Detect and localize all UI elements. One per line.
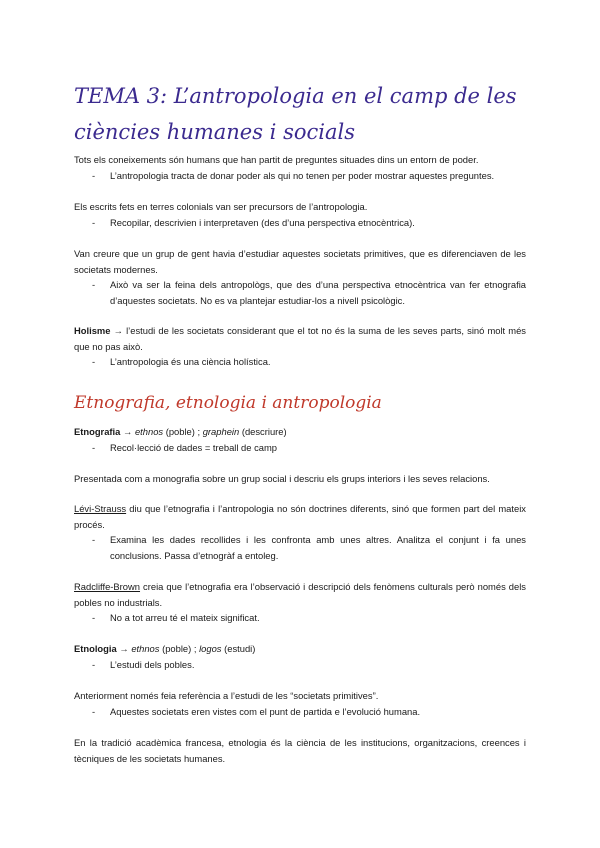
list-item-text: L’antropologia és una ciència holística.: [110, 356, 271, 367]
paragraph-french-tradition: En la tradició acadèmica francesa, etnologia és la ciència de les institucions, organitzacions, creences i tècniques de les societats humanes.: [74, 737, 526, 764]
term-holisme: Holisme: [74, 325, 111, 336]
paragraph-monografia: Presentada com a monografia sobre un grup social i descriu els grups interiors i les seves relacions.: [74, 473, 490, 484]
list-item-text: Aquestes societats eren vistes com el punt de partida e l’evolució humana.: [110, 706, 421, 717]
name-radcliffe-brown: Radcliffe-Brown: [74, 581, 141, 592]
paragraph-etnografia-def: [74, 424, 526, 440]
bullet-dash: -: [92, 279, 96, 290]
bullet-dash: -: [92, 356, 96, 367]
section-heading: Etnografia, etnologia i antropologia: [74, 393, 382, 413]
paragraph-levi-strauss: [74, 501, 526, 532]
bullet-dash: -: [92, 217, 96, 228]
list-item-text: L’antropologia tracta de donar poder als qui no tenen per poder mostrar aquestes preguntes.: [110, 170, 495, 181]
term-etnografia: Etnografia: [74, 426, 121, 437]
list-item: [92, 354, 526, 370]
paragraph-knowledge-power: Tots els coneixements són humans que han partit de preguntes situades dins un entorn de poder.: [74, 154, 479, 165]
paragraph-holism: [74, 323, 526, 354]
paragraph-radcliffe-brown: [74, 579, 526, 610]
paragraph-primitive-reference: Anteriorment només feia referència a l’estudi de les “societats primitives”.: [74, 690, 379, 701]
meaning: (estudi): [221, 643, 256, 654]
meaning: (descriure): [239, 426, 287, 437]
paragraph-primitive-societies: Van creure que un grup de gent havia d’estudiar aquestes societats primitives, que es diferenciaven de les societats modernes.: [74, 248, 526, 275]
list-item-text: Recopilar, descrivien i interpretaven (des d’una perspectiva etnocèntrica).: [110, 217, 415, 228]
meaning: (poble) ;: [163, 426, 203, 437]
list-item: [92, 215, 526, 231]
word-logos: logos: [199, 643, 222, 654]
arrow: →: [116, 643, 132, 654]
paragraph-colonial-writings: Els escrits fets en terres colonials van ser precursors de l’antropologia.: [74, 201, 368, 212]
list-item-text: Recol·lecció de dades = treball de camp: [110, 442, 278, 453]
list-item: [92, 657, 526, 673]
word-ethnos: ethnos: [134, 426, 164, 437]
list-item-text: L’estudi dels pobles.: [110, 659, 195, 670]
paragraph-etnologia-def: [74, 641, 526, 657]
list-item: [92, 532, 526, 563]
list-item: [92, 704, 526, 720]
bullet-dash: -: [92, 706, 96, 717]
name-levi-strauss: Lévi-Strauss: [74, 503, 127, 514]
holism-definition: → l’estudi de les societats considerant que el tot no és la suma de les seves parts, sinó molt més que no pas això.: [74, 325, 526, 352]
list-item-text: No a tot arreu té el mateix significat.: [110, 612, 260, 623]
term-etnologia: Etnologia: [74, 643, 117, 654]
bullet-dash: -: [92, 442, 96, 453]
list-item-text: Examina les dades recollides i les confronta amb unes altres. Analitza el conjunt i fa unes conclusions. Passa d’etnogràf a entoleg.: [110, 534, 526, 561]
arrow: →: [120, 426, 135, 437]
page-title: TEMA 3: L’antropologia en el camp de les ciències humanes i socials: [74, 84, 517, 144]
bullet-dash: -: [92, 612, 96, 623]
word-ethnos: ethnos: [131, 643, 160, 654]
meaning: (poble) ;: [159, 643, 200, 654]
bullet-dash: -: [92, 534, 96, 545]
list-item: [92, 610, 526, 626]
list-item: [92, 168, 526, 184]
list-item: [92, 277, 526, 308]
bullet-dash: -: [92, 659, 96, 670]
word-graphein: graphein: [202, 426, 240, 437]
list-item-text: Això va ser la feina dels antropològs, que des d’una perspectiva etnocèntrica van fer etnografia d’aquestes societats. No es va plantejar estudiar-los a nivell psicològic.: [110, 279, 526, 306]
list-item: [92, 440, 526, 456]
radcliffe-brown-text: creia que l’etnografia era l’observació i descripció dels fenòmens culturals però només dels pobles no industrials.: [74, 581, 526, 608]
levi-strauss-text: diu que l’etnografia i l’antropologia no són doctrines diferents, sinó que formen part del mateix procés.: [74, 503, 526, 530]
bullet-dash: -: [92, 170, 96, 181]
